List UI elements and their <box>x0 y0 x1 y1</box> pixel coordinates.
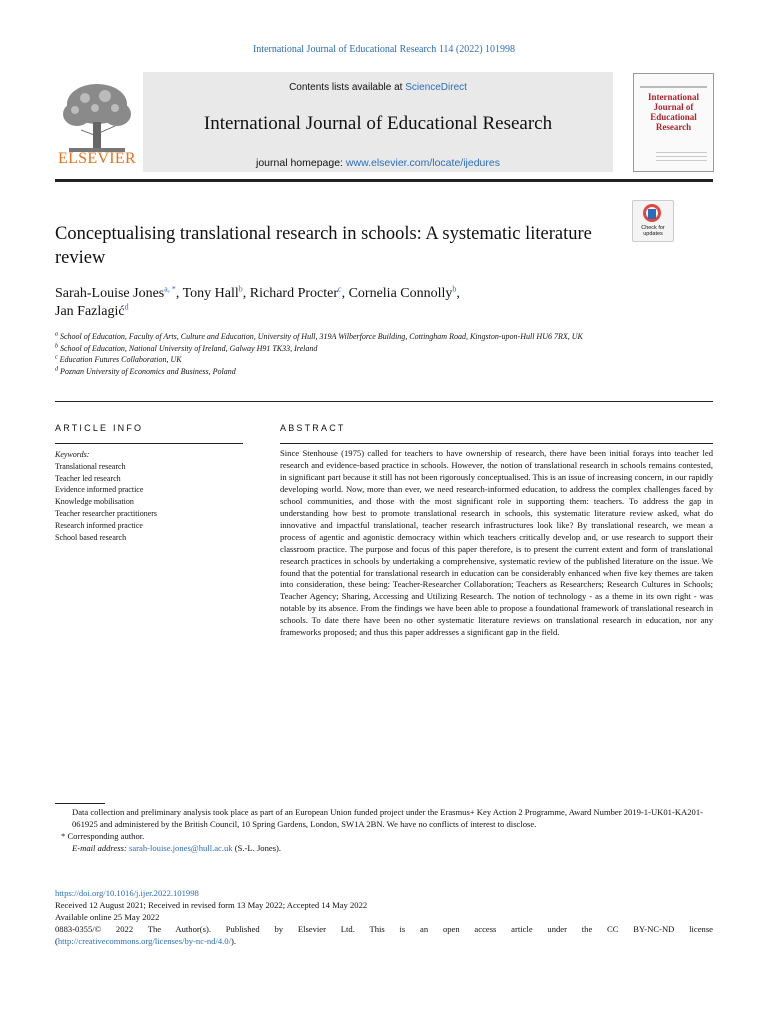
cover-line <box>656 152 707 153</box>
keyword-item: School based research <box>55 532 127 542</box>
journal-title: International Journal of Educational Research <box>203 113 553 134</box>
keyword-item: Knowledge mobilisation <box>55 497 134 507</box>
abstract-heading: ABSTRACT <box>280 423 346 433</box>
keyword-item: Research informed practice <box>55 520 143 530</box>
keyword-list <box>55 461 243 544</box>
license-link-line: (http://creativecommons.org/licenses/by-nc-nd/4.0/). <box>55 936 236 946</box>
elsevier-wordmark[interactable]: ELSEVIER <box>58 150 136 167</box>
keyword-item: Evidence informed practice <box>55 485 144 495</box>
affiliation-list <box>55 331 655 377</box>
funding-footnote: Data collection and preliminary analysis took place as part of an European Union funded project under the Erasmus+ Key Action 2 Programme, Award Number 2019-1-UK01-KA201-061925 and administered by the British Council, 10 Spring Gardens, London, SW1A 2BN. We have no conflicts of interest to disclose. <box>72 807 703 829</box>
author-name[interactable]: Jan Fazlagić <box>55 304 125 319</box>
doi-link[interactable]: https://doi.org/10.1016/j.ijer.2022.101998 <box>55 888 199 898</box>
cover-line <box>656 156 707 157</box>
article-title: Conceptualising translational research in schools: A systematic literature review <box>55 224 592 268</box>
author-separator: , <box>341 286 349 301</box>
author-name[interactable]: Cornelia Connolly <box>348 286 453 301</box>
received-dates: Received 12 August 2021; Received in revised form 13 May 2022; Accepted 14 May 2022 <box>55 900 368 910</box>
section-rule <box>55 401 713 402</box>
footnotes <box>55 806 713 854</box>
abstract-text: Since Stenhouse (1975) called for teachers to have ownership of research, there have been initial forays into teacher led research and evidence-based practice in schools. However, the notion of translational research in schools remains contested, in significant part because it still has not been rigorously conceptualised. This is an issue of increasing concern, in our rapidly developing world. Now, more than ever, we need research-informed education, to address the complex challenges faced by school communities, and those with the most significant role in supporting them: teachers. To address the gap in understanding how best to promote translational research in schools, this systematic literature review asked, what do innovative and impactful translational, teacher research infrastructures look like? By translational research, we mean a process of agentic and agonistic democracy within which teachers critically develop and, or use research to support their classroom practice. The purpose and focus of this paper therefore, is to present the current extent and form of translational research practices in schools by undertaking a comprehensive, systematic review of the published literature on the issue. We found that the potential for translational research in education can be considerably enhanced when five key themes are taken into consideration, these being: Teacher-Researcher Collaboration; Teachers as Researchers; Research Cultures in Schools; Teacher Agency; Sharing, Accessing and Utilizing Research. The notion of technology - as a theme in its own right - was notable by its absence. From the findings we have been able to propose a foundational framework of translational research in schools. To date there have been no other systematic literature reviews on translational research in education, nor any frameworks proposed; and thus this paper addresses a significant gap in the field. <box>280 448 713 638</box>
contents-line <box>143 82 613 93</box>
email-label: E-mail address: <box>72 843 127 853</box>
author-name[interactable]: Tony Hall <box>182 286 239 301</box>
author-email-link[interactable]: sarah-louise.jones@hull.ac.uk <box>128 843 233 853</box>
author-separator: , <box>175 286 183 301</box>
homepage-prefix: journal homepage: <box>256 157 346 169</box>
email-line <box>55 842 713 854</box>
keywords-label: Keywords: <box>55 450 90 459</box>
sciencedirect-link[interactable]: ScienceDirect <box>405 82 467 93</box>
publication-info <box>55 887 713 947</box>
article-info-heading: ARTICLE INFO <box>55 423 144 433</box>
journal-masthead <box>55 72 713 172</box>
license-statement: 0883-0355/© 2022 The Author(s). Published by Elsevier Ltd. This is an open access article under the CC BY-NC-ND license <box>55 924 713 934</box>
affiliation-text: School of Education, Faculty of Arts, Culture and Education, University of Hull, 319A Wilberforce Building, Cottingham Road, Kingston-upon-Hull HU6 7RX, UK <box>60 332 583 341</box>
cover-title: International Journal of Educational Research <box>647 92 699 132</box>
author-affiliation-marker[interactable]: b <box>452 284 457 294</box>
cover-header-bar <box>640 86 707 88</box>
author-affiliation-marker[interactable]: a, * <box>164 284 176 294</box>
homepage-line <box>143 157 613 169</box>
affiliation-text: School of Education, National University of Ireland, Galway H91 TK33, Ireland <box>60 343 318 353</box>
email-suffix: (S.-L. Jones). <box>232 843 282 853</box>
journal-citation[interactable]: International Journal of Educational Research 114 (2022) 101998 <box>252 44 516 55</box>
available-online-date: Available online 25 May 2022 <box>55 912 160 922</box>
cover-line <box>656 160 707 161</box>
affiliation-key: d <box>55 365 58 372</box>
license-link[interactable]: http://creativecommons.org/licenses/by-nc-nd/4.0/ <box>57 936 231 946</box>
affiliation-key: a <box>55 331 58 338</box>
journal-homepage-link[interactable]: www.elsevier.com/locate/ijedures <box>345 157 500 169</box>
journal-cover-thumbnail[interactable] <box>633 73 714 172</box>
author-list <box>55 285 615 321</box>
keyword-item: Teacher researcher practitioners <box>55 508 158 518</box>
affiliation-item <box>55 354 655 366</box>
author-separator: , <box>456 286 460 301</box>
abstract-rule <box>280 443 713 444</box>
author-affiliation-marker[interactable]: c <box>338 284 342 294</box>
author-name[interactable]: Richard Procter <box>249 286 339 301</box>
keywords-block <box>55 449 243 543</box>
article-info-rule <box>55 443 243 444</box>
author-separator: , <box>242 286 250 301</box>
affiliation-key: b <box>55 342 58 349</box>
affiliation-text: Poznan University of Economics and Business, Poland <box>60 366 236 376</box>
author-name[interactable]: Sarah-Louise Jones <box>55 286 165 301</box>
affiliation-key: c <box>55 354 58 361</box>
keyword-item: Translational research <box>55 461 126 471</box>
author-affiliation-marker[interactable]: d <box>124 302 129 312</box>
affiliation-text: Education Futures Collaboration, UK <box>59 355 182 364</box>
masthead-rule <box>55 179 713 182</box>
affiliation-item <box>55 343 655 355</box>
affiliation-item <box>55 366 655 378</box>
keyword-item: Teacher led research <box>55 473 121 483</box>
footnote-rule <box>55 803 105 804</box>
journal-banner <box>143 72 613 172</box>
check-for-updates-badge[interactable] <box>632 200 674 242</box>
contents-prefix: Contents lists available at <box>289 82 406 93</box>
license-close: ). <box>230 936 236 946</box>
affiliation-item <box>55 331 655 343</box>
corresponding-author-note: * Corresponding author. <box>61 831 145 841</box>
crossmark-bookmark-icon <box>648 209 656 219</box>
author-affiliation-marker[interactable]: b <box>238 284 243 294</box>
check-for-updates-label: Check for updates <box>641 225 665 237</box>
